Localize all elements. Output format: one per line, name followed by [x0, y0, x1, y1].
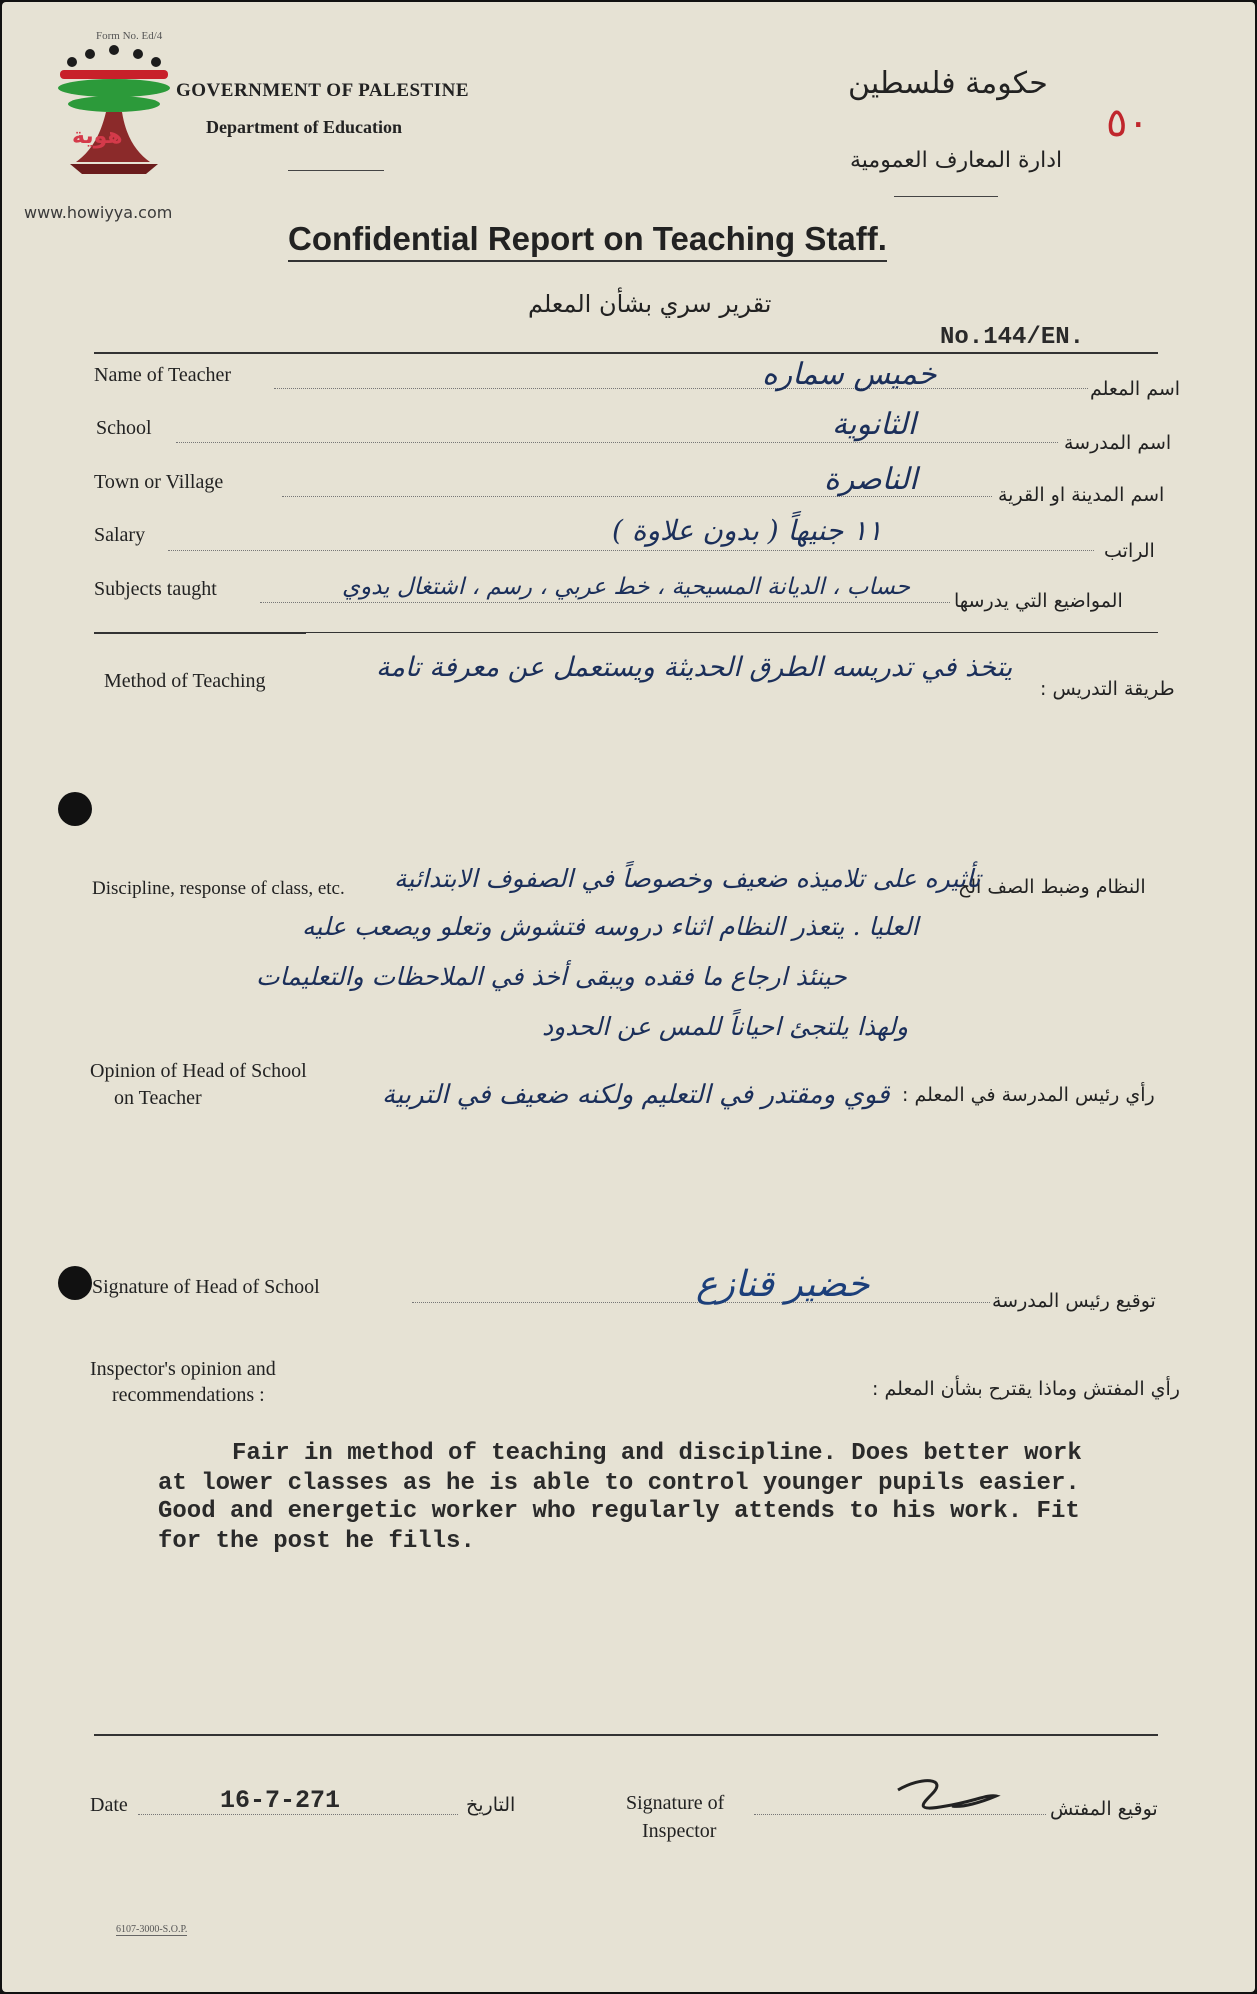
inspector-label-ar: رأي المفتش وماذا يقترح بشأن المعلم : [872, 1378, 1180, 1400]
school-label: School [96, 417, 152, 439]
department-heading: Department of Education [206, 117, 402, 137]
discipline-line-3: حينئذ ارجاع ما فقده ويبقى أخذ في الملاحظات والتعليمات [256, 962, 847, 991]
subjects-label: Subjects taught [94, 578, 217, 600]
opinion-head-value: قوي ومقتدر في التعليم ولكنه ضعيف في التربية [382, 1080, 890, 1110]
opinion-head-label-1: Opinion of Head of School [90, 1060, 307, 1082]
name-label: Name of Teacher [94, 364, 232, 386]
footer-rule [94, 1734, 1158, 1736]
section-rule-right [306, 632, 1158, 633]
school-line [176, 442, 1058, 443]
inspector-label-2: recommendations : [112, 1384, 265, 1406]
inspector-label-1: Inspector's opinion and [90, 1358, 276, 1380]
header-divider-right [894, 196, 998, 197]
name-label-ar: اسم المعلم [1090, 378, 1181, 400]
header-divider-left [288, 170, 384, 171]
salary-label-ar: الراتب [1104, 540, 1155, 562]
date-value: 16-7-271 [220, 1786, 341, 1815]
name-line [274, 388, 1088, 389]
date-label-ar: التاريخ [466, 1794, 516, 1816]
government-heading: GOVERNMENT OF PALESTINE [176, 80, 470, 101]
subjects-line [260, 602, 950, 603]
inspector-opinion-line-3: Good and energetic worker who regularly attends to his work. Fit [158, 1498, 1080, 1525]
discipline-label-ar: النظام وضبط الصف الخ [958, 876, 1146, 898]
subjects-label-ar: المواضيع التي يدرسها [954, 590, 1123, 612]
subjects-value: حساب ، الديانة المسيحية ، خط عربي ، رسم ، اشتغال يدوي [342, 574, 911, 600]
teacher-name-value: خميس سماره [762, 357, 937, 392]
inspector-opinion-line-4: for the post he fills. [158, 1528, 475, 1555]
date-label: Date [90, 1794, 128, 1816]
logo-text: هوية [72, 124, 123, 149]
howiyya-logo [50, 42, 178, 192]
signature-head-label-ar: توقيع رئيس المدرسة [992, 1290, 1156, 1312]
top-rule [94, 352, 1158, 354]
discipline-line-4: ولهذا يلتجئ احياناً للمس عن الحدود [542, 1012, 909, 1041]
report-page [2, 2, 1255, 1992]
discipline-line-1: تأثيره على تلاميذه ضعيف وخصوصاً في الصفوف الابتدائية [394, 864, 981, 893]
inspector-signature-mark [892, 1772, 1002, 1822]
section-rule-left [94, 632, 306, 634]
government-heading-ar: حكومة فلسطين [848, 66, 1048, 101]
salary-line [168, 550, 1094, 551]
discipline-label: Discipline, response of class, etc. [92, 878, 345, 899]
punch-hole-bottom [58, 1266, 92, 1300]
opinion-head-label-ar: رأي رئيس المدرسة في المعلم : [902, 1084, 1155, 1106]
opinion-head-label-2: on Teacher [114, 1087, 202, 1109]
signature-head-value: خضير قنازع [696, 1264, 870, 1305]
town-label: Town or Village [94, 471, 224, 493]
salary-value: ١١ جنيهاً ( بدون علاوة ) [612, 514, 883, 547]
report-number: No.144/EN. [940, 324, 1085, 351]
inspector-opinion-line-1: Fair in method of teaching and discipline. Does better work [232, 1440, 1082, 1467]
town-value: الناصرة [824, 462, 918, 497]
margin-mark: ٥٠ [1106, 100, 1149, 146]
salary-label: Salary [94, 524, 146, 546]
inspector-signature-label-1: Signature of [626, 1792, 725, 1814]
department-heading-ar: ادارة المعارف العمومية [850, 148, 1063, 173]
inspector-signature-label-2: Inspector [642, 1820, 717, 1842]
punch-hole-top [58, 792, 92, 826]
inspector-signature-label-ar: توقيع المفتش [1050, 1798, 1158, 1820]
town-label-ar: اسم المدينة او القرية [998, 484, 1165, 506]
method-label-ar: طريقة التدريس : [1040, 678, 1175, 700]
discipline-line-2: العليا . يتعذر النظام اثناء دروسه فتشوش وتعلو ويصعب عليه [302, 912, 919, 941]
school-label-ar: اسم المدرسة [1064, 432, 1172, 454]
report-title: Confidential Report on Teaching Staff. [288, 220, 887, 262]
school-value: الثانوية [832, 407, 916, 442]
report-title-ar: تقرير سري بشأن المعلم [528, 290, 772, 318]
signature-head-label: Signature of Head of School [92, 1276, 320, 1298]
method-value: يتخذ في تدريسه الطرق الحديثة ويستعمل عن معرفة تامة [376, 652, 1013, 683]
printer-code: 6107-3000-S.O.P. [116, 1924, 188, 1935]
inspector-opinion-line-2: at lower classes as he is able to control younger pupils easier. [158, 1470, 1080, 1497]
logo-site-url: www.howiyya.com [24, 203, 173, 222]
form-number: Form No. Ed/4 [96, 30, 163, 42]
method-label: Method of Teaching [104, 670, 266, 692]
